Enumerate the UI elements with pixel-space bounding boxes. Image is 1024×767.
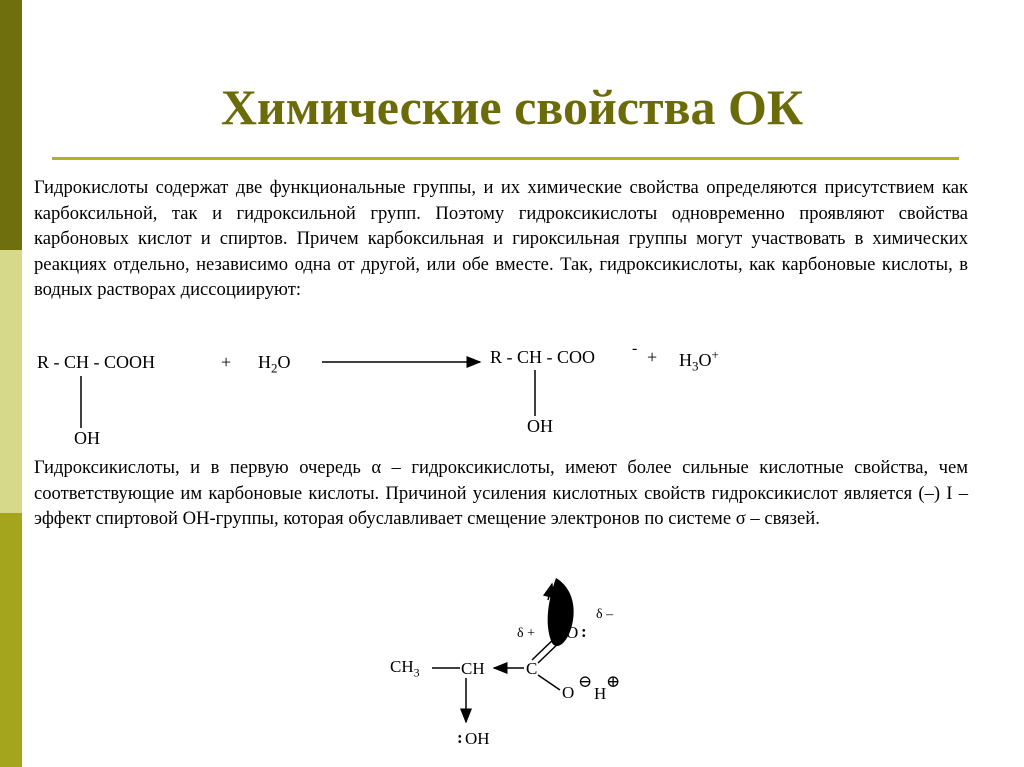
oh-left: OH xyxy=(74,428,100,448)
reaction-plus-1: + xyxy=(221,352,232,372)
hydrogen-atom: H xyxy=(594,684,607,703)
reaction-left: R - CH - COOH xyxy=(37,352,156,372)
ch-group: CH xyxy=(461,659,485,678)
reaction-right: R - CH - COO xyxy=(490,347,596,367)
oh-pair: : xyxy=(457,728,463,747)
oxygen-top: O xyxy=(566,623,579,642)
oxygen-top-pair: : xyxy=(581,622,587,641)
oxygen-bottom: O xyxy=(562,683,575,702)
oxygen-minus-charge: ⊖ xyxy=(578,672,593,691)
carboxylate-charge: - xyxy=(632,340,638,357)
page-title: Химические свойства ОК xyxy=(220,79,804,135)
delta-minus-label: δ – xyxy=(596,607,614,622)
hydroxyl-group: OH xyxy=(465,729,490,748)
methyl-group: $CH_3$ xyxy=(390,657,420,680)
water-formula: $H_2O$ xyxy=(258,352,291,376)
delta-plus-label: δ + xyxy=(517,626,535,641)
paragraph-acidity: Гидроксикислоты, и в первую очередь α – гидроксикислоты, имеют более сильные кислотные свойства, чем соответствующие им карбоновые кислоты. Причиной усиления кислотных свойств гидроксикислот является (–) I – эффект спиртовой ОН-группы, которая обуславливает смещение электронов по системе σ – связей. xyxy=(34,457,968,529)
oh-right: OH xyxy=(527,416,553,436)
carbon-atom: C xyxy=(526,659,538,678)
hydrogen-plus-charge: ⊕ xyxy=(606,672,621,691)
hydronium-formula: $H_3O^+$ xyxy=(679,347,719,374)
reaction-plus-2: + xyxy=(647,347,658,367)
paragraph-intro: Гидрокислоты содержат две функциональные группы, и их химические свойства определяются присутствием как карбоксильной, так и гидроксильной групп. Поэтому гидроксикислоты одновременно проявляют свойства карбоновых кислот и спиртов. Причем карбоксильная и гироксильная группы могут участвовать в химических реакциях отдельно, независимо одна от другой, или обе вместе. Так, гидроксикислоты, как карбоновые кислоты, в водных растворах диссоциируют: xyxy=(34,177,968,300)
bond-c-o xyxy=(538,675,560,690)
